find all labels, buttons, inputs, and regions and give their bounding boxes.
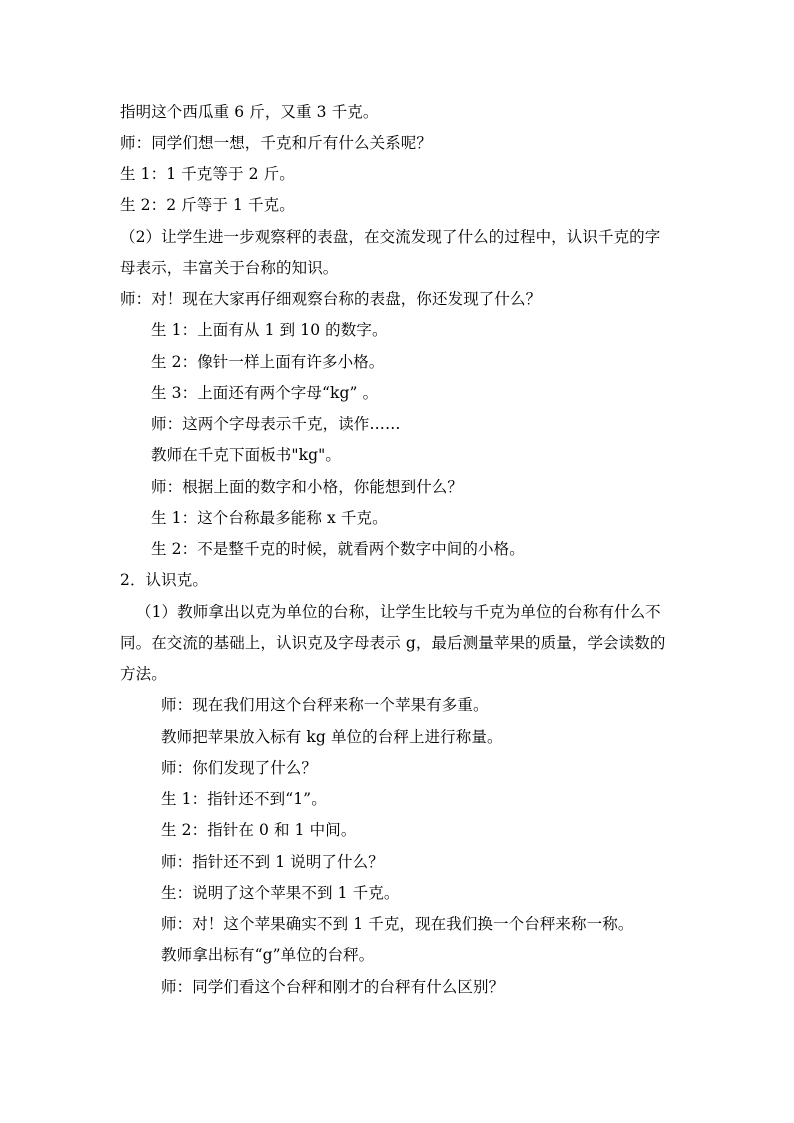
text-line: 教师把苹果放入标有 kg 单位的台秤上进行称量。 — [161, 728, 503, 746]
text-line: 生 1：上面有从 1 到 10 的数字。 — [151, 321, 388, 339]
text-line: 生 3：上面还有两个字母“kg” 。 — [151, 384, 379, 402]
text-line: 同。在交流的基础上，认识克及字母表示 g，最后测量苹果的质量，学会读数的 — [120, 634, 666, 652]
text-line: 生 2：像针一样上面有许多小格。 — [151, 353, 385, 371]
text-line: 生 2：不是整千克的时候，就看两个数字中间的小格。 — [151, 540, 525, 558]
text-line: 师：同学们想一想，千克和斤有什么关系呢？ — [120, 134, 433, 152]
text-line: 生 2：2 斤等于 1 千克。 — [120, 196, 295, 214]
text-line: （1）教师拿出以克为单位的台称，让学生比较与千克为单位的台称有什么不 — [136, 603, 661, 621]
text-line: 师：现在我们用这个台秤来称一个苹果有多重。 — [161, 696, 489, 714]
text-line: 教师在千克下面板书"kg"。 — [151, 446, 341, 464]
text-line: 师：你们发现了什么？ — [161, 759, 318, 777]
text-line: 母表示，丰富关于台称的知识。 — [120, 259, 339, 277]
text-line: 生 1：1 千克等于 2 斤。 — [120, 165, 295, 183]
text-line: 教师拿出标有“g”单位的台秤。 — [161, 946, 375, 964]
text-line: 方法。 — [120, 665, 167, 683]
text-line: 生 1：指针还不到“1”。 — [161, 790, 327, 808]
text-line: 师：这两个字母表示千克，读作…… — [151, 415, 401, 433]
text-line: 生 1：这个台称最多能称 x 千克。 — [151, 509, 388, 527]
text-line: 师：根据上面的数字和小格，你能想到什么？ — [151, 478, 464, 496]
text-line: 师：指针还不到 1 说明了什么？ — [161, 853, 384, 871]
text-line: 生：说明了这个苹果不到 1 千克。 — [161, 884, 400, 902]
text-line: 师：同学们看这个台秤和刚才的台秤有什么区别？ — [161, 978, 505, 996]
text-line: （2）让学生进一步观察秤的表盘，在交流发现了什么的过程中，认识千克的字 — [120, 228, 661, 246]
text-line: 师：对！这个苹果确实不到 1 千克，现在我们换一个台秤来称一称。 — [161, 915, 634, 933]
text-line: 师：对！现在大家再仔细观察台称的表盘，你还发现了什么？ — [120, 290, 542, 308]
text-line: 指明这个西瓜重 6 斤，又重 3 千克。 — [120, 103, 379, 121]
text-line: 2．认识克。 — [120, 571, 208, 589]
text-line: 生 2：指针在 0 和 1 中间。 — [161, 821, 357, 839]
